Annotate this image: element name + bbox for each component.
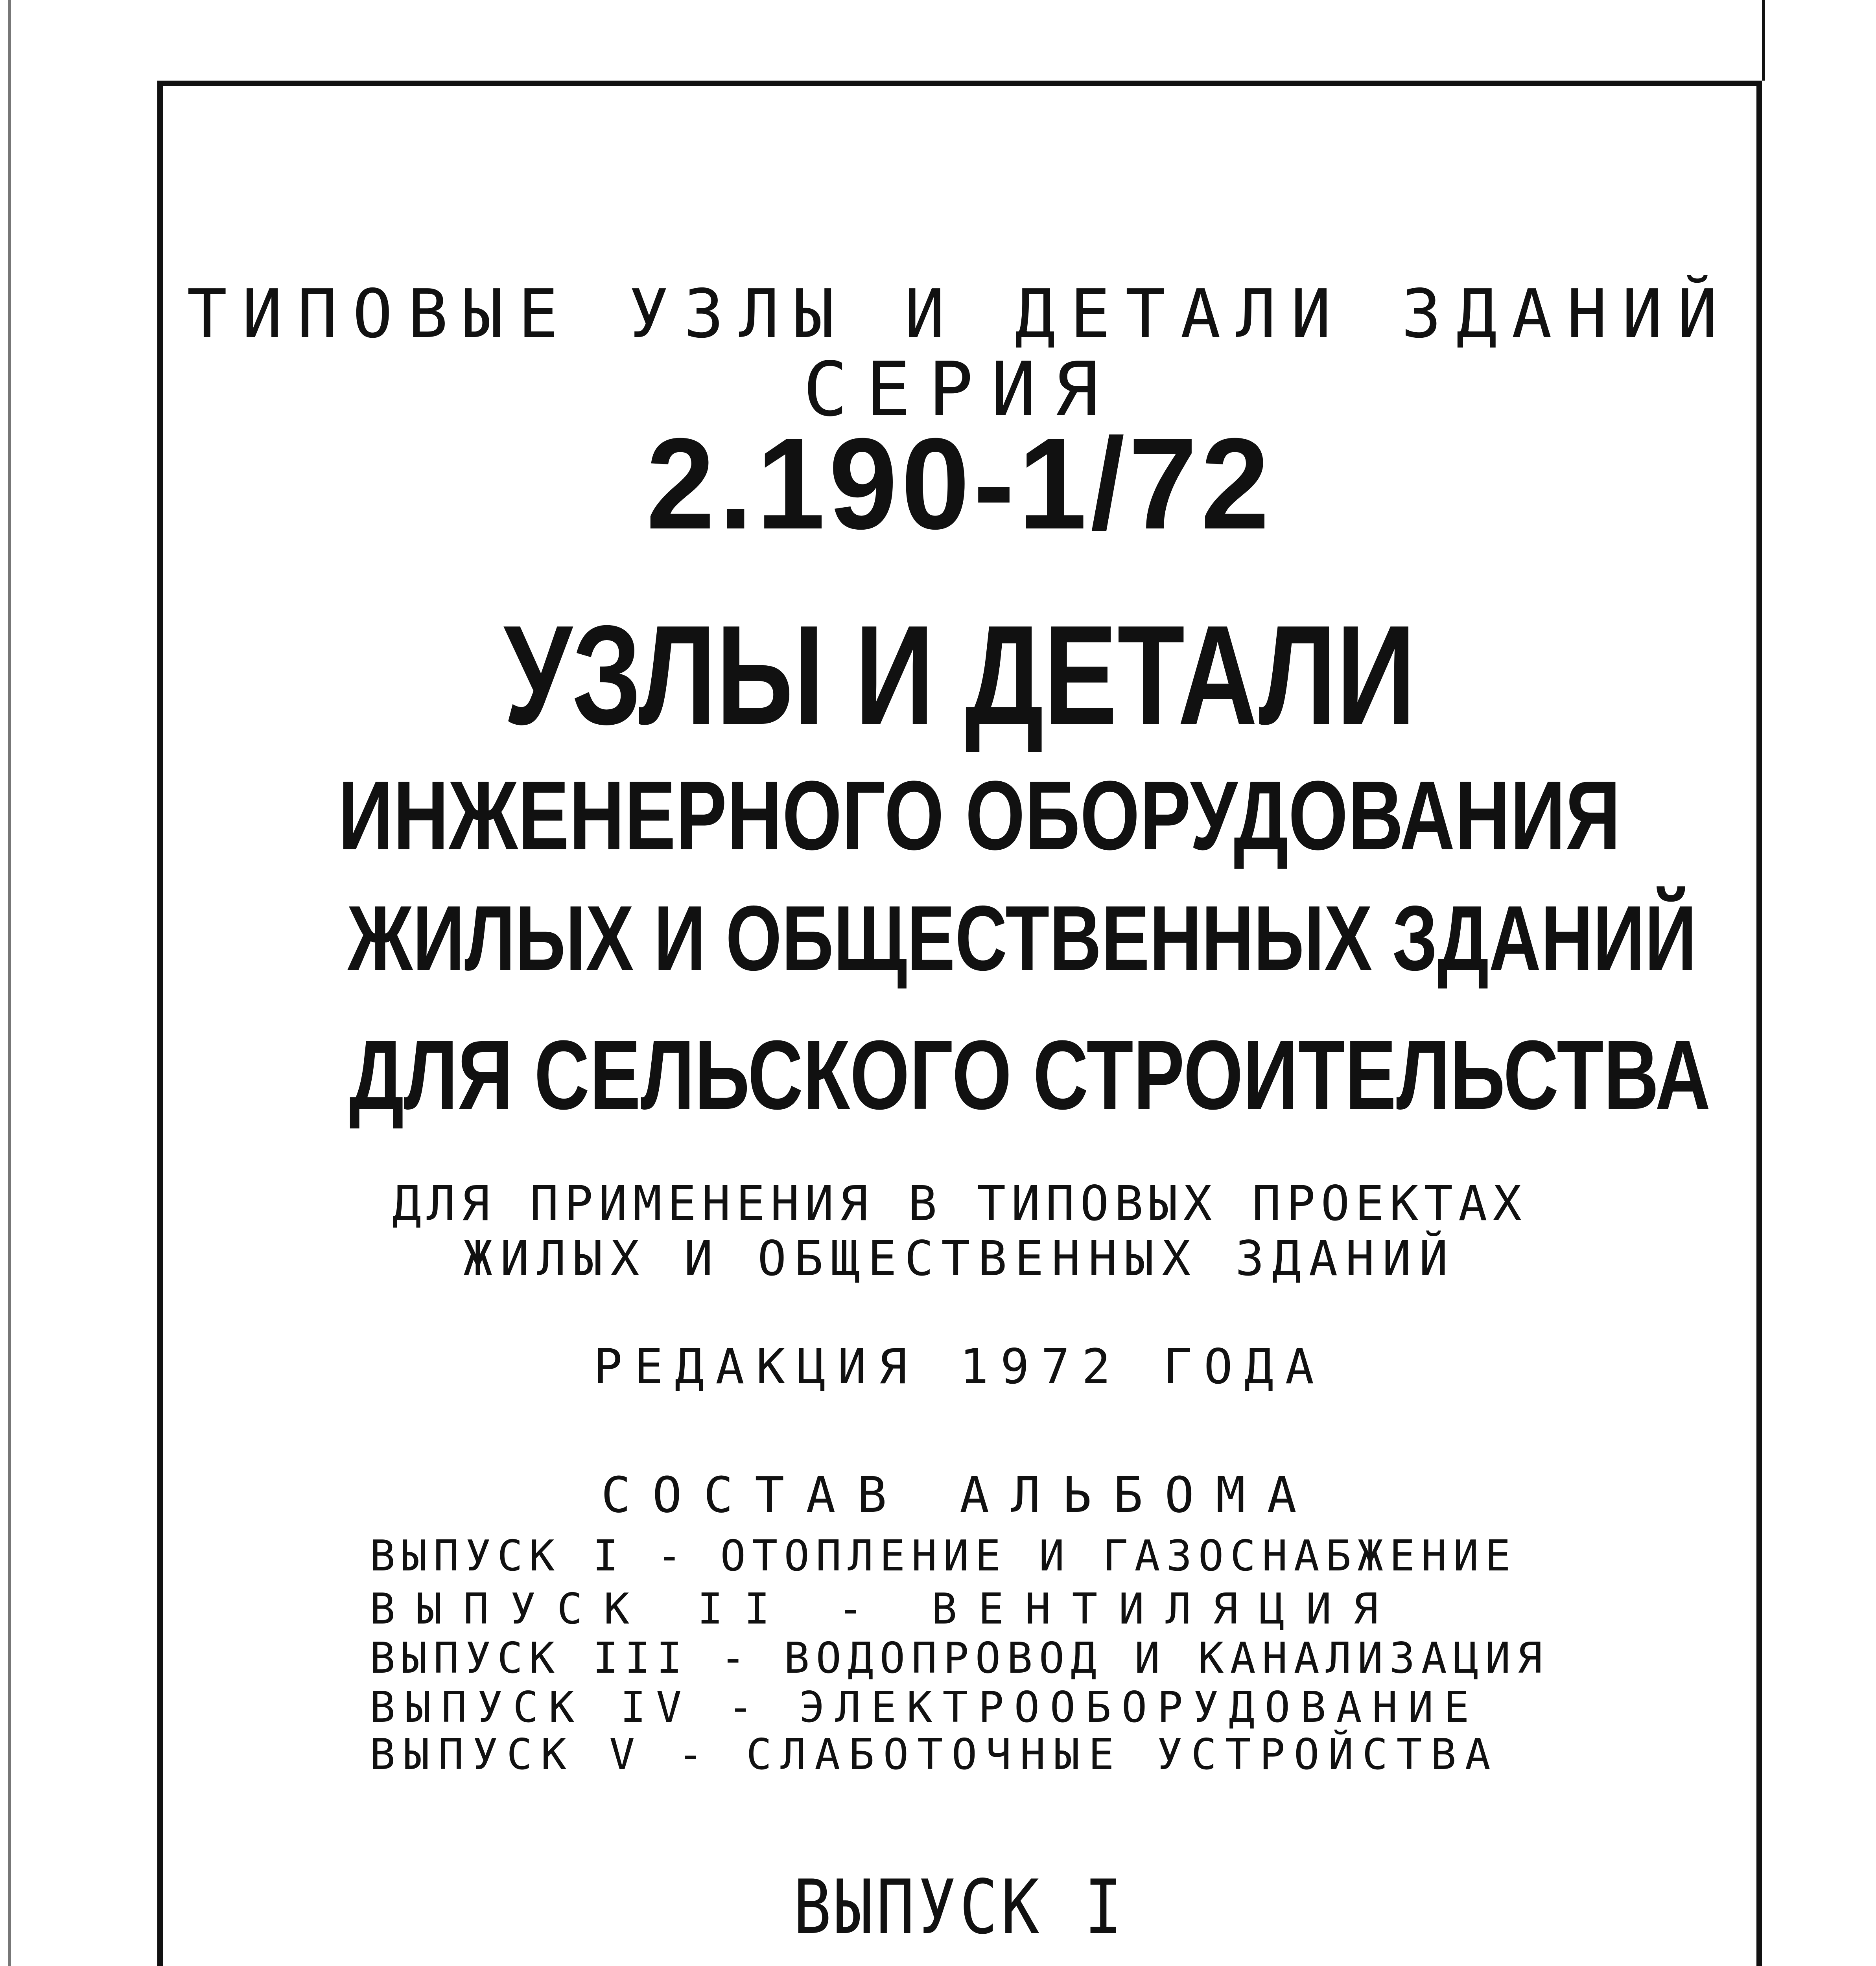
border-tick <box>1762 0 1765 81</box>
heading-line1-text: УЗЛЫ И ДЕТАЛИ <box>503 596 1416 754</box>
heading-line2 <box>157 759 1762 872</box>
series-number <box>157 409 1762 558</box>
heading-line3-text: ЖИЛЫХ И ОБЩЕСТВЕННЫХ ЗДАНИЙ <box>347 886 1697 990</box>
title-line1: ТИПОВЫЕ УЗЛЫ И ДЕТАЛИ ЗДАНИЙ <box>187 275 1732 353</box>
album-issue-item: ВЫПУСК I - ОТОПЛЕНИЕ И ГАЗОСНАБЖЕНИЕ <box>370 1532 1517 1581</box>
subtitle-line2: ЖИЛЫХ И ОБЩЕСТВЕННЫХ ЗДАНИЙ <box>463 1231 1456 1287</box>
album-issue-item: ВЫПУСК IV - ЭЛЕКТРООБОРУДОВАНИЕ <box>370 1683 1480 1732</box>
album-issue-item: ВЫПУСК II - ВЕНТИЛЯЦИЯ <box>370 1585 1400 1634</box>
series-number-text: 2.190-1/72 <box>646 411 1273 556</box>
current-issue <box>157 1864 1762 1951</box>
album-contents-title: СОСТАВ АЛЬБОМА <box>601 1467 1318 1524</box>
title-series-label: СЕРИЯ <box>803 346 1117 433</box>
scan-edge-line <box>8 0 11 1966</box>
album-issue-item: ВЫПУСК V - СЛАБОТОЧНЫЕ УСТРОЙСТВА <box>370 1730 1499 1779</box>
album-issue-item: ВЫПУСК III - ВОДОПРОВОД И КАНАЛИЗАЦИЯ <box>370 1634 1549 1683</box>
heading-line1 <box>157 594 1762 757</box>
heading-line4-text: ДЛЯ СЕЛЬСКОГО СТРОИТЕЛЬСТВА <box>349 1020 1711 1130</box>
subtitle-line1: ДЛЯ ПРИМЕНЕНИЯ В ТИПОВЫХ ПРОЕКТАХ <box>392 1176 1527 1232</box>
heading-line4 <box>157 1018 1762 1131</box>
heading-line3 <box>157 885 1762 991</box>
heading-line2-text: ИНЖЕНЕРНОГО ОБОРУДОВАНИЯ <box>338 760 1621 870</box>
current-issue-text: ВЫПУСК I <box>793 1864 1126 1951</box>
edition-line: РЕДАКЦИЯ 1972 ГОДА <box>593 1339 1326 1395</box>
